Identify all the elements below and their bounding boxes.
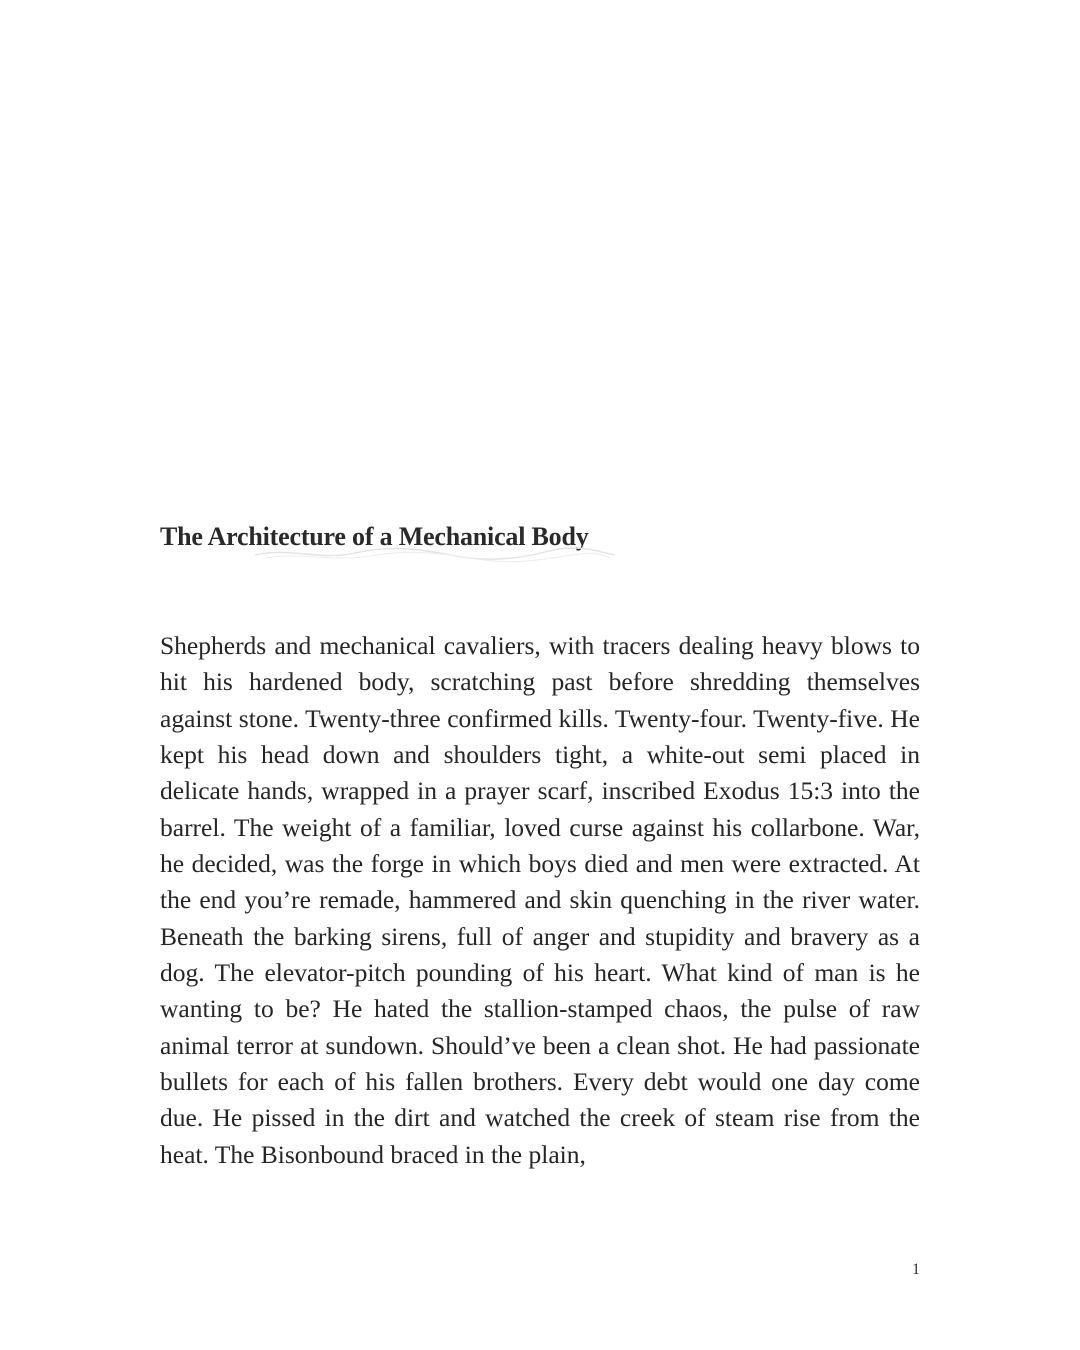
chapter-title: The Architecture of a Mechanical Body (160, 522, 589, 551)
page-number: 1 (912, 1261, 920, 1278)
body-paragraph: Shepherds and mechanical cavaliers, with tracers dealing heavy blows to hit his hardened body, scratching past before shredding themselves against stone. Twenty-three confirmed kills. Twenty-four. Twenty-five. He kept his head down and shoulders tight, a white-out semi placed in delicate hands, wrapped in a prayer scarf, inscribed Exodus 15:3 into the barrel. The weight of a familiar, loved curse against his collarbone. War, he decided, was the forge in which boys died and men were extracted. At the end you’re remade, hammered and skin quenching in the river water. Beneath the barking sirens, full of anger and stupidity and bravery as a dog. The elevator-pitch pounding of his heart. What kind of man is he wanting to be? He hated the stallion-stamped chaos, the pulse of raw animal terror at sundown. Should’ve been a clean shot. He had passionate bullets for each of his fallen brothers. Every debt would one day come due. He pissed in the dirt and watched the creek of steam rise from the heat. The Bisonbound braced in the plain, (160, 631, 920, 1169)
title-flourish-ornament (250, 545, 620, 563)
